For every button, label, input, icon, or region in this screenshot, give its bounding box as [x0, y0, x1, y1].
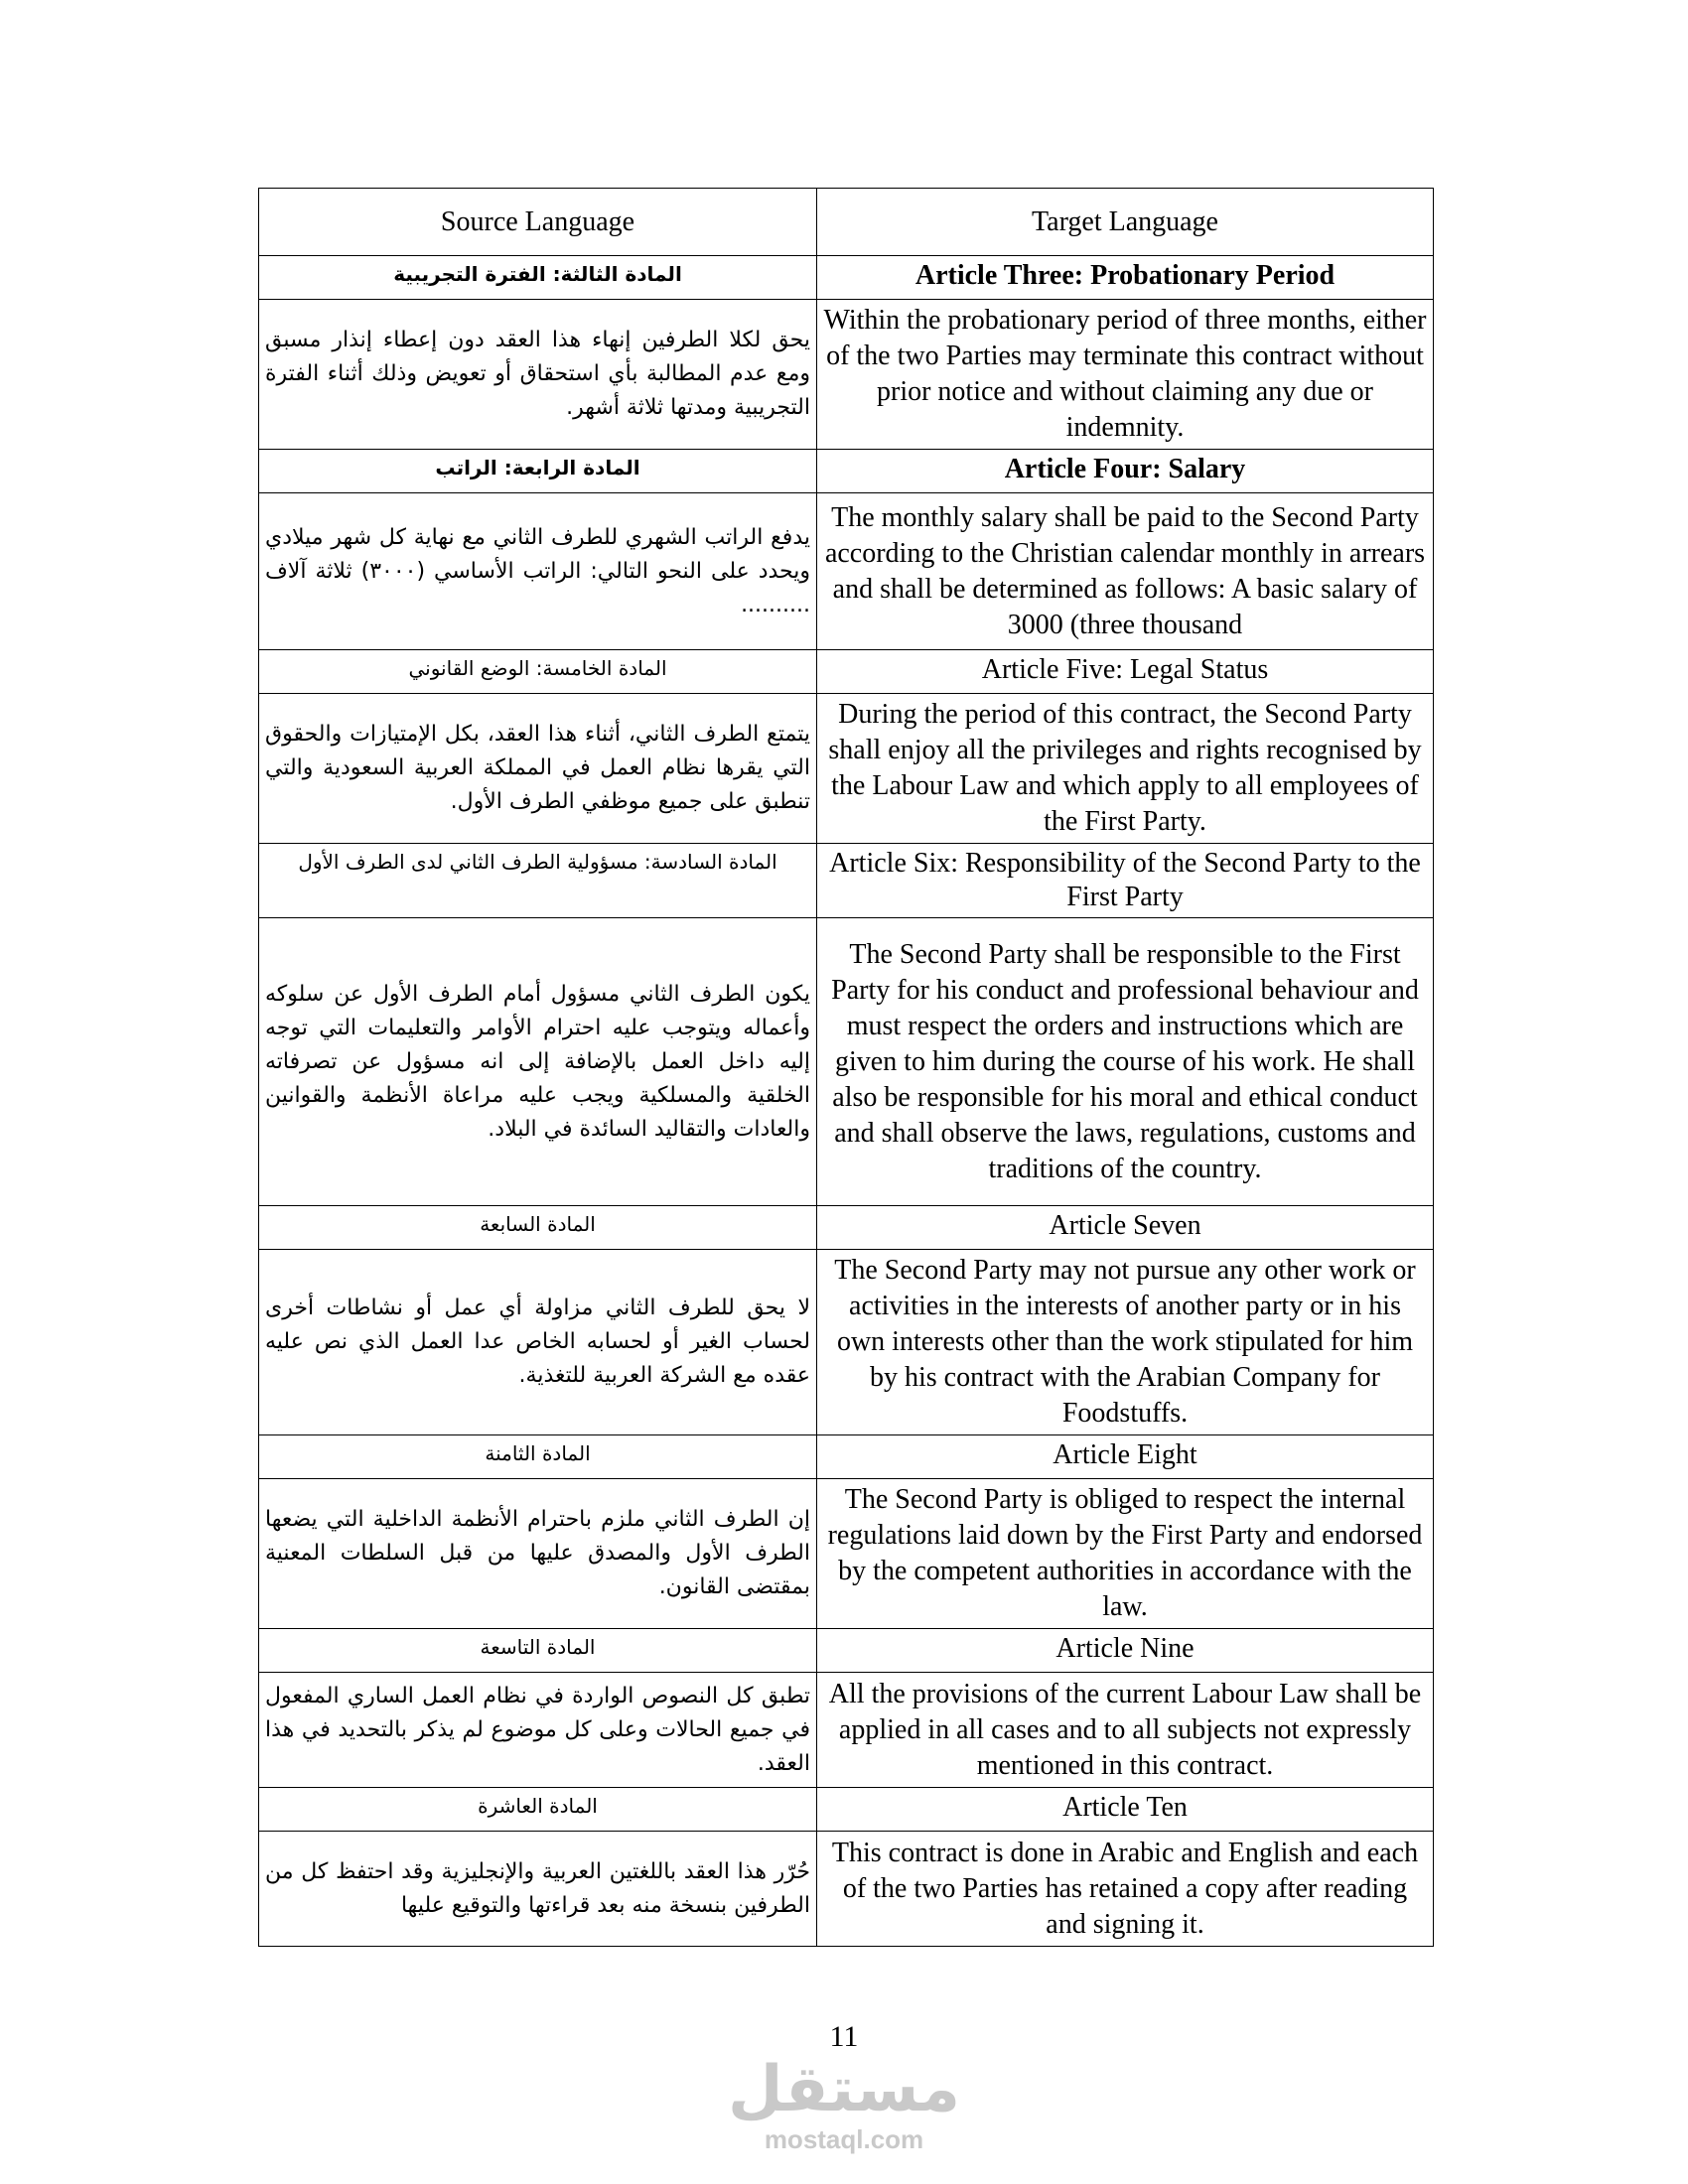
arabic-article-title: المادة التاسعة [259, 1629, 817, 1673]
english-article-title: Article Five: Legal Status [817, 650, 1434, 694]
arabic-clause-text: يدفع الراتب الشهري للطرف الثاني مع نهاية كل شهر ميلادي ويحدد على النحو التالي: الراتب الأساسي (٣٠٠٠) ثلاثة آلاف .......... [259, 493, 817, 650]
english-clause-text: The Second Party shall be responsible to the First Party for his conduct and professional behaviour and must respect the orders and instructions which are given to him during the course of his work. He shall also be responsible for his moral and ethical conduct and shall observe the laws, regulations, customs and traditions of the country. [817, 918, 1434, 1206]
english-article-title: Article Three: Probationary Period [817, 256, 1434, 300]
watermark-arabic: مستقل [727, 2053, 961, 2126]
english-clause-text: The monthly salary shall be paid to the Second Party according to the Christian calendar monthly in arrears and shall be determined as follows: A basic salary of 3000 (three thousand [817, 493, 1434, 650]
arabic-article-title: المادة الثالثة: الفترة التجريبية [259, 256, 817, 300]
arabic-clause-text: تطبق كل النصوص الواردة في نظام العمل الساري المفعول في جميع الحالات وعلى كل موضوع لم يذكر بالتحديد في هذا العقد. [259, 1673, 817, 1788]
arabic-clause-text: يتمتع الطرف الثاني، أثناء هذا العقد، بكل الإمتيازات والحقوق التي يقرها نظام العمل في المملكة العربية السعودية والتي تنطبق على جميع موظفي الطرف الأول. [259, 694, 817, 844]
arabic-article-title: المادة الرابعة: الراتب [259, 450, 817, 493]
arabic-article-title: المادة السابعة [259, 1206, 817, 1250]
article-title-row [259, 1788, 1434, 1832]
article-title-row [259, 1629, 1434, 1673]
arabic-clause-text: لا يحق للطرف الثاني مزاولة أي عمل أو نشاطات أخرى لحساب الغير أو لحسابه الخاص عدا العمل الذي نص عليه عقده مع الشركة العربية للتغذية. [259, 1250, 817, 1435]
source-language-header: Source Language [259, 189, 817, 256]
arabic-article-title: المادة السادسة: مسؤولية الطرف الثاني لدى الطرف الأول [259, 844, 817, 918]
article-title-row [259, 650, 1434, 694]
english-article-title: Article Four: Salary [817, 450, 1434, 493]
article-title-row [259, 1435, 1434, 1479]
english-article-title: Article Six: Responsibility of the Second Party to the First Party [817, 844, 1434, 918]
article-body-row [259, 493, 1434, 650]
article-title-row [259, 450, 1434, 493]
english-clause-text: All the provisions of the current Labour Law shall be applied in all cases and to all subjects not expressly mentioned in this contract. [817, 1673, 1434, 1788]
arabic-clause-text: حُرّر هذا العقد باللغتين العربية والإنجليزية وقد احتفظ كل من الطرفين بنسخة منه بعد قراءتها والتوقيع عليها [259, 1832, 817, 1947]
article-title-row [259, 844, 1434, 918]
english-clause-text: Within the probationary period of three months, either of the two Parties may terminate this contract without prior notice and without claiming any due or indemnity. [817, 300, 1434, 450]
english-clause-text: During the period of this contract, the Second Party shall enjoy all the privileges and rights recognised by the Labour Law and which apply to all employees of the First Party. [817, 694, 1434, 844]
target-language-header: Target Language [817, 189, 1434, 256]
watermark-logo [725, 2055, 963, 2174]
english-article-title: Article Nine [817, 1629, 1434, 1673]
translation-table [258, 188, 1434, 1947]
article-title-row [259, 1206, 1434, 1250]
article-body-row [259, 918, 1434, 1206]
article-body-row [259, 300, 1434, 450]
page-number: 11 [829, 2020, 859, 2053]
article-body-row [259, 1479, 1434, 1629]
arabic-clause-text: يكون الطرف الثاني مسؤول أمام الطرف الأول عن سلوكه وأعماله ويتوجب عليه احترام الأوامر والتعليمات التي توجه إليه داخل العمل بالإضافة إلى انه مسؤول عن تصرفاته الخلقية والمسلكية ويجب عليه مراعاة الأنظمة والقوانين والعادات والتقاليد السائدة في البلاد. [259, 918, 817, 1206]
arabic-article-title: المادة العاشرة [259, 1788, 817, 1832]
english-clause-text: This contract is done in Arabic and English and each of the two Parties has retained a copy after reading and signing it. [817, 1832, 1434, 1947]
english-clause-text: The Second Party may not pursue any other work or activities in the interests of another party or in his own interests other than the work stipulated for him by his contract with the Arabian Company for Foodstuffs. [817, 1250, 1434, 1435]
english-article-title: Article Ten [817, 1788, 1434, 1832]
article-body-row [259, 1250, 1434, 1435]
table-header-row [259, 189, 1434, 256]
article-title-row [259, 256, 1434, 300]
arabic-clause-text: إن الطرف الثاني ملزم باحترام الأنظمة الداخلية التي يضعها الطرف الأول والمصدق عليها من قبل السلطات المعنية بمقتضى القانون. [259, 1479, 817, 1629]
english-article-title: Article Seven [817, 1206, 1434, 1250]
arabic-clause-text: يحق لكلا الطرفين إنهاء هذا العقد دون إعطاء إنذار مسبق ومع عدم المطالبة بأي استحقاق أو تعويض وذلك أثناء الفترة التجريبية ومدتها ثلاثة أشهر. [259, 300, 817, 450]
english-article-title: Article Eight [817, 1435, 1434, 1479]
arabic-article-title: المادة الخامسة: الوضع القانوني [259, 650, 817, 694]
arabic-article-title: المادة الثامنة [259, 1435, 817, 1479]
article-body-row [259, 694, 1434, 844]
english-clause-text: The Second Party is obliged to respect the internal regulations laid down by the First Party and endorsed by the competent authorities in accordance with the law. [817, 1479, 1434, 1629]
watermark-latin: mostaql.com [764, 2124, 924, 2154]
article-body-row [259, 1832, 1434, 1947]
article-body-row [259, 1673, 1434, 1788]
